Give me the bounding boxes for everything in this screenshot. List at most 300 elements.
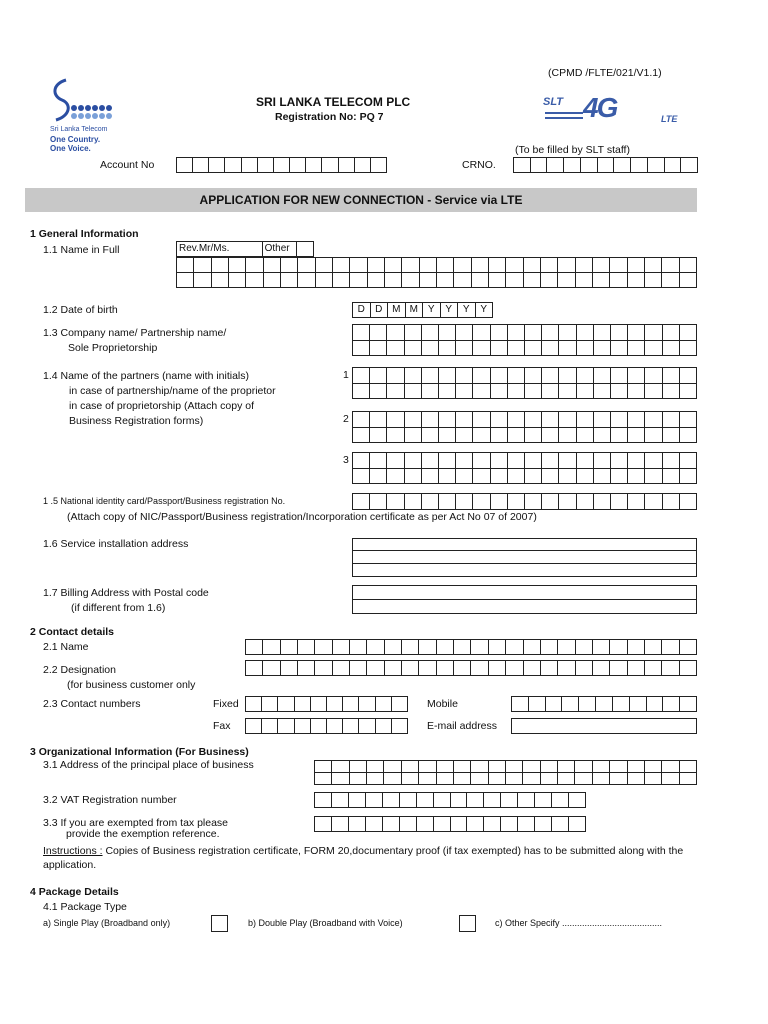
input-box[interactable]: [662, 273, 679, 288]
input-box[interactable]: [370, 469, 387, 485]
input-box[interactable]: [177, 258, 194, 273]
input-box[interactable]: [400, 793, 417, 808]
input-box[interactable]: [628, 428, 645, 444]
input-box[interactable]: [662, 761, 679, 773]
input-box[interactable]: [577, 341, 594, 357]
input-box[interactable]: [264, 273, 281, 288]
input-box[interactable]: [529, 697, 546, 712]
input-box[interactable]: [467, 817, 484, 832]
input-box[interactable]: [473, 325, 490, 341]
input-box[interactable]: [400, 817, 417, 832]
input-box[interactable]: [437, 761, 454, 773]
email-field[interactable]: [511, 718, 697, 734]
input-box[interactable]: [353, 325, 370, 341]
input-box[interactable]: [489, 273, 506, 288]
input-box[interactable]: [437, 640, 454, 655]
option-a-checkbox[interactable]: [211, 915, 228, 932]
input-box[interactable]: [524, 661, 541, 676]
input-box[interactable]: [628, 325, 645, 341]
billing-address-field[interactable]: [352, 585, 697, 614]
input-box[interactable]: [645, 341, 662, 357]
input-box[interactable]: [506, 661, 523, 676]
input-box[interactable]: [422, 469, 439, 485]
input-box[interactable]: [594, 469, 611, 485]
input-box[interactable]: [611, 341, 628, 357]
input-box[interactable]: [333, 640, 350, 655]
input-box[interactable]: [680, 368, 697, 384]
input-box[interactable]: [541, 273, 558, 288]
input-box[interactable]: [405, 453, 422, 469]
input-box[interactable]: [343, 697, 359, 712]
input-box[interactable]: [611, 368, 628, 384]
input-box[interactable]: [229, 258, 246, 273]
input-box[interactable]: [471, 661, 488, 676]
input-box[interactable]: [680, 258, 697, 273]
input-box[interactable]: [246, 640, 263, 655]
input-box[interactable]: [542, 428, 559, 444]
input-box[interactable]: [298, 640, 315, 655]
input-box[interactable]: [246, 273, 263, 288]
input-box[interactable]: [402, 258, 419, 273]
input-box[interactable]: [577, 428, 594, 444]
input-box[interactable]: [402, 773, 419, 785]
input-box[interactable]: [552, 817, 569, 832]
input-box[interactable]: [437, 773, 454, 785]
input-box[interactable]: [577, 325, 594, 341]
input-box[interactable]: [439, 428, 456, 444]
input-box[interactable]: [525, 341, 542, 357]
input-box[interactable]: [370, 325, 387, 341]
input-box[interactable]: [370, 368, 387, 384]
input-box[interactable]: [367, 661, 384, 676]
input-box[interactable]: [298, 273, 315, 288]
input-box[interactable]: [611, 412, 628, 428]
input-box[interactable]: [473, 368, 490, 384]
input-box[interactable]: [422, 453, 439, 469]
input-box[interactable]: [611, 428, 628, 444]
input-box[interactable]: [680, 773, 697, 785]
input-box[interactable]: [680, 453, 697, 469]
input-box[interactable]: [473, 469, 490, 485]
input-box[interactable]: [514, 158, 531, 173]
dob-field[interactable]: D D M M Y Y Y Y: [352, 302, 493, 318]
input-box[interactable]: [645, 453, 662, 469]
input-box[interactable]: [611, 469, 628, 485]
input-box[interactable]: [262, 719, 278, 734]
input-box[interactable]: [422, 428, 439, 444]
input-box[interactable]: [628, 273, 645, 288]
input-box[interactable]: [439, 341, 456, 357]
input-box[interactable]: [316, 258, 333, 273]
input-box[interactable]: [454, 273, 471, 288]
input-box[interactable]: [274, 158, 290, 173]
input-box[interactable]: [663, 412, 680, 428]
input-box[interactable]: [405, 494, 422, 510]
input-box[interactable]: [339, 158, 355, 173]
input-box[interactable]: [594, 412, 611, 428]
input-box[interactable]: [663, 494, 680, 510]
input-box[interactable]: [559, 469, 576, 485]
input-box[interactable]: [610, 773, 627, 785]
input-box[interactable]: [491, 341, 508, 357]
input-box[interactable]: [439, 412, 456, 428]
input-box[interactable]: [628, 412, 645, 428]
input-box[interactable]: [645, 325, 662, 341]
input-box[interactable]: [645, 761, 662, 773]
input-box[interactable]: [645, 773, 662, 785]
input-box[interactable]: [576, 661, 593, 676]
input-box[interactable]: [359, 697, 375, 712]
input-box[interactable]: [434, 817, 451, 832]
input-box[interactable]: [506, 640, 523, 655]
input-box[interactable]: [437, 273, 454, 288]
input-box[interactable]: [542, 341, 559, 357]
input-box[interactable]: [467, 793, 484, 808]
input-box[interactable]: [353, 453, 370, 469]
input-box[interactable]: [680, 341, 697, 357]
input-box[interactable]: [577, 453, 594, 469]
input-box[interactable]: [610, 761, 627, 773]
input-box[interactable]: [343, 719, 359, 734]
input-box[interactable]: [508, 384, 525, 400]
input-box[interactable]: [258, 158, 274, 173]
input-box[interactable]: [451, 817, 468, 832]
option-b-checkbox[interactable]: [459, 915, 476, 932]
input-box[interactable]: [489, 640, 506, 655]
input-box[interactable]: [628, 773, 645, 785]
input-box[interactable]: [508, 341, 525, 357]
input-box[interactable]: [628, 384, 645, 400]
input-box[interactable]: [576, 640, 593, 655]
input-box[interactable]: [501, 793, 518, 808]
input-box[interactable]: [662, 258, 679, 273]
input-box[interactable]: [593, 773, 610, 785]
input-box[interactable]: [405, 412, 422, 428]
input-box[interactable]: [645, 661, 662, 676]
input-box[interactable]: [645, 273, 662, 288]
input-box[interactable]: [278, 719, 294, 734]
input-box[interactable]: [680, 273, 697, 288]
input-box[interactable]: [332, 773, 349, 785]
input-box[interactable]: [454, 761, 471, 773]
input-box[interactable]: [349, 793, 366, 808]
input-box[interactable]: [387, 412, 404, 428]
input-box[interactable]: [577, 368, 594, 384]
input-box[interactable]: [559, 384, 576, 400]
input-box[interactable]: [593, 640, 610, 655]
crno-field[interactable]: [513, 157, 698, 173]
input-box[interactable]: [454, 640, 471, 655]
input-box[interactable]: [332, 761, 349, 773]
input-box[interactable]: [491, 453, 508, 469]
input-box[interactable]: [663, 325, 680, 341]
input-box[interactable]: [405, 325, 422, 341]
input-box[interactable]: [298, 661, 315, 676]
input-box[interactable]: [353, 428, 370, 444]
input-box[interactable]: [370, 428, 387, 444]
input-box[interactable]: [614, 158, 631, 173]
input-box[interactable]: [471, 761, 488, 773]
title-option-other[interactable]: Other: [263, 242, 297, 257]
input-box[interactable]: [306, 158, 322, 173]
input-box[interactable]: [598, 158, 615, 173]
input-box[interactable]: [246, 719, 262, 734]
input-box[interactable]: [491, 368, 508, 384]
input-box[interactable]: [405, 469, 422, 485]
full-name-field[interactable]: [176, 257, 697, 288]
input-box[interactable]: [387, 368, 404, 384]
input-box[interactable]: [327, 719, 343, 734]
input-box[interactable]: [471, 640, 488, 655]
input-box[interactable]: [367, 640, 384, 655]
input-box[interactable]: [385, 258, 402, 273]
input-box[interactable]: [508, 453, 525, 469]
input-box[interactable]: [628, 761, 645, 773]
input-box[interactable]: [508, 428, 525, 444]
input-box[interactable]: [680, 697, 697, 712]
input-box[interactable]: [559, 341, 576, 357]
input-box[interactable]: [680, 469, 697, 485]
input-box[interactable]: [456, 469, 473, 485]
input-box[interactable]: [422, 325, 439, 341]
input-box[interactable]: [472, 258, 489, 273]
input-box[interactable]: [559, 494, 576, 510]
input-box[interactable]: [456, 428, 473, 444]
input-box[interactable]: [385, 273, 402, 288]
input-box[interactable]: [576, 273, 593, 288]
input-box[interactable]: [680, 325, 697, 341]
input-box[interactable]: [489, 761, 506, 773]
input-box[interactable]: [315, 761, 332, 773]
input-box[interactable]: [353, 341, 370, 357]
input-box[interactable]: [680, 661, 697, 676]
input-box[interactable]: [645, 428, 662, 444]
input-box[interactable]: [349, 817, 366, 832]
input-box[interactable]: [541, 661, 558, 676]
input-box[interactable]: [648, 158, 665, 173]
input-box[interactable]: [594, 428, 611, 444]
input-box[interactable]: [662, 640, 679, 655]
input-box[interactable]: [611, 384, 628, 400]
input-box[interactable]: [559, 325, 576, 341]
input-box[interactable]: [384, 773, 401, 785]
input-box[interactable]: [596, 697, 613, 712]
input-box[interactable]: [558, 640, 575, 655]
input-box[interactable]: [558, 661, 575, 676]
input-box[interactable]: [663, 697, 680, 712]
input-box[interactable]: [281, 258, 298, 273]
input-box[interactable]: [628, 368, 645, 384]
input-box[interactable]: [263, 661, 280, 676]
input-box[interactable]: [546, 697, 563, 712]
input-box[interactable]: [581, 158, 598, 173]
input-box[interactable]: [491, 412, 508, 428]
input-box[interactable]: [376, 719, 392, 734]
input-box[interactable]: [387, 428, 404, 444]
input-box[interactable]: [370, 494, 387, 510]
input-box[interactable]: [370, 412, 387, 428]
input-box[interactable]: [194, 258, 211, 273]
input-box[interactable]: [645, 368, 662, 384]
input-box[interactable]: [628, 661, 645, 676]
input-box[interactable]: [333, 273, 350, 288]
input-box[interactable]: [392, 719, 408, 734]
input-box[interactable]: [350, 761, 367, 773]
designation-field[interactable]: [245, 660, 697, 676]
input-box[interactable]: [628, 453, 645, 469]
input-box[interactable]: [593, 761, 610, 773]
input-box[interactable]: [402, 761, 419, 773]
input-box[interactable]: [576, 258, 593, 273]
input-box[interactable]: [405, 341, 422, 357]
input-box[interactable]: [422, 412, 439, 428]
input-box[interactable]: [680, 761, 697, 773]
input-box[interactable]: [384, 761, 401, 773]
input-box[interactable]: [315, 793, 332, 808]
input-box[interactable]: [350, 773, 367, 785]
input-box[interactable]: [662, 773, 679, 785]
input-box[interactable]: [525, 428, 542, 444]
input-box[interactable]: [193, 158, 209, 173]
input-box[interactable]: [350, 273, 367, 288]
input-box[interactable]: [290, 158, 306, 173]
input-box[interactable]: [212, 258, 229, 273]
input-box[interactable]: [628, 341, 645, 357]
input-box[interactable]: [366, 817, 383, 832]
input-box[interactable]: [531, 158, 548, 173]
input-box[interactable]: [508, 325, 525, 341]
input-box[interactable]: [542, 368, 559, 384]
input-box[interactable]: [542, 325, 559, 341]
input-box[interactable]: [484, 817, 501, 832]
input-box[interactable]: [387, 453, 404, 469]
input-box[interactable]: [454, 258, 471, 273]
input-box[interactable]: [484, 793, 501, 808]
input-box[interactable]: [610, 640, 627, 655]
input-box[interactable]: [518, 817, 535, 832]
input-box[interactable]: [422, 368, 439, 384]
input-box[interactable]: [525, 453, 542, 469]
mobile-field[interactable]: [511, 696, 697, 712]
input-box[interactable]: [322, 158, 338, 173]
input-box[interactable]: [264, 258, 281, 273]
input-box[interactable]: [594, 368, 611, 384]
input-box[interactable]: [315, 640, 332, 655]
input-box[interactable]: [645, 469, 662, 485]
input-box[interactable]: [333, 258, 350, 273]
input-box[interactable]: [405, 384, 422, 400]
input-box[interactable]: [610, 273, 627, 288]
title-option-rev[interactable]: Rev.Mr/Ms.: [177, 242, 263, 257]
input-box[interactable]: [525, 494, 542, 510]
input-box[interactable]: [315, 773, 332, 785]
input-box[interactable]: [579, 697, 596, 712]
input-box[interactable]: [559, 368, 576, 384]
input-box[interactable]: [295, 697, 311, 712]
input-box[interactable]: [628, 640, 645, 655]
input-box[interactable]: [370, 341, 387, 357]
input-box[interactable]: [512, 697, 529, 712]
input-box[interactable]: [663, 368, 680, 384]
fixed-phone-field[interactable]: [245, 696, 408, 712]
input-box[interactable]: [419, 773, 436, 785]
input-box[interactable]: [295, 719, 311, 734]
input-box[interactable]: [663, 469, 680, 485]
input-box[interactable]: [332, 793, 349, 808]
input-box[interactable]: [473, 384, 490, 400]
input-box[interactable]: [246, 661, 263, 676]
input-box[interactable]: [577, 412, 594, 428]
input-box[interactable]: [611, 494, 628, 510]
input-box[interactable]: [663, 453, 680, 469]
fax-field[interactable]: [245, 718, 408, 734]
input-box[interactable]: [645, 258, 662, 273]
input-box[interactable]: [225, 158, 241, 173]
input-box[interactable]: [422, 384, 439, 400]
input-box[interactable]: [506, 273, 523, 288]
input-box[interactable]: [422, 341, 439, 357]
input-box[interactable]: [402, 661, 419, 676]
nic-field[interactable]: [352, 493, 697, 510]
input-box[interactable]: [491, 494, 508, 510]
input-box[interactable]: [628, 258, 645, 273]
input-box[interactable]: [419, 661, 436, 676]
input-box[interactable]: [177, 273, 194, 288]
input-box[interactable]: [663, 428, 680, 444]
input-box[interactable]: [417, 793, 434, 808]
input-box[interactable]: [662, 661, 679, 676]
input-box[interactable]: [332, 817, 349, 832]
input-box[interactable]: [559, 412, 576, 428]
input-box[interactable]: [489, 258, 506, 273]
input-box[interactable]: [473, 341, 490, 357]
input-box[interactable]: [473, 412, 490, 428]
input-box[interactable]: [281, 273, 298, 288]
input-box[interactable]: [489, 661, 506, 676]
input-box[interactable]: [491, 325, 508, 341]
partner-3-field[interactable]: [352, 452, 697, 484]
input-box[interactable]: [353, 469, 370, 485]
input-box[interactable]: [542, 494, 559, 510]
input-box[interactable]: [508, 494, 525, 510]
input-box[interactable]: [439, 384, 456, 400]
input-box[interactable]: [525, 384, 542, 400]
input-box[interactable]: [263, 640, 280, 655]
input-box[interactable]: [368, 258, 385, 273]
input-box[interactable]: [246, 697, 262, 712]
input-box[interactable]: [229, 273, 246, 288]
input-box[interactable]: [542, 384, 559, 400]
input-box[interactable]: [645, 412, 662, 428]
input-box[interactable]: [298, 258, 315, 273]
input-box[interactable]: [370, 384, 387, 400]
input-box[interactable]: [577, 469, 594, 485]
input-box[interactable]: [594, 325, 611, 341]
input-box[interactable]: [420, 258, 437, 273]
company-name-field[interactable]: [352, 324, 697, 356]
input-box[interactable]: [562, 697, 579, 712]
input-box[interactable]: [437, 258, 454, 273]
input-box[interactable]: [454, 661, 471, 676]
input-box[interactable]: [353, 384, 370, 400]
input-box[interactable]: [523, 773, 540, 785]
input-box[interactable]: [402, 273, 419, 288]
input-box[interactable]: [611, 325, 628, 341]
input-box[interactable]: [547, 158, 564, 173]
input-box[interactable]: [593, 258, 610, 273]
input-box[interactable]: [489, 773, 506, 785]
input-box[interactable]: [451, 793, 468, 808]
